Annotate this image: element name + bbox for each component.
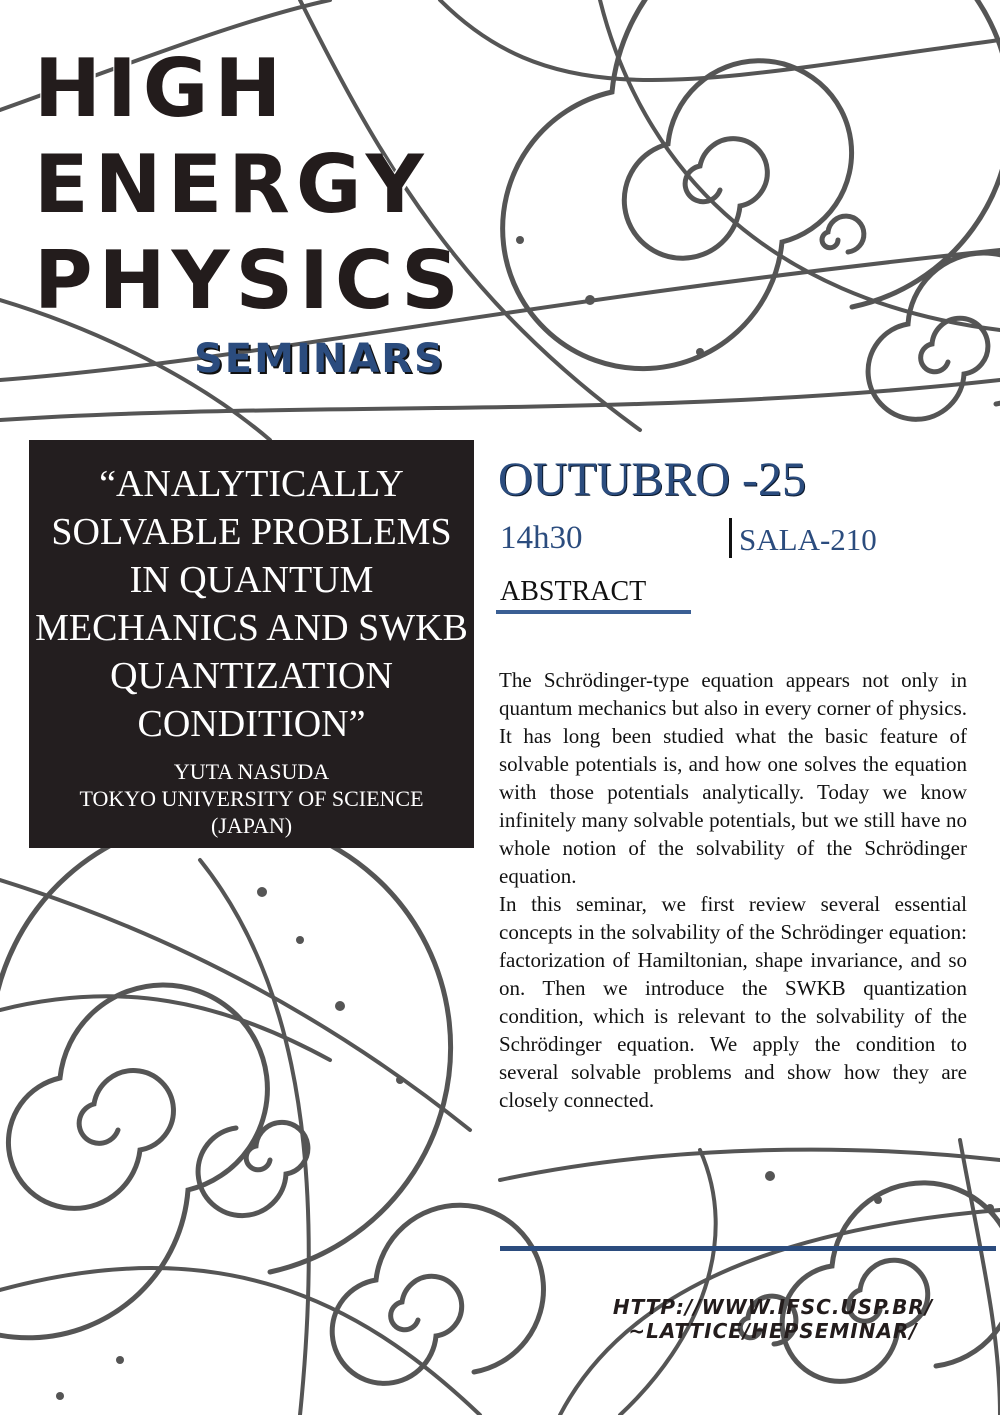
time-room-divider xyxy=(729,518,732,558)
speaker-affiliation: TOKYO UNIVERSITY OF SCIENCE xyxy=(79,786,424,811)
hero-title-line-2: ENERGY xyxy=(34,138,430,231)
event-room: SALA-210 xyxy=(739,522,877,557)
event-time: 14h30 xyxy=(500,520,583,556)
speaker-name: YUTA NASUDA xyxy=(173,759,330,784)
talk-title: “ANALYTICALLY SOLVABLE PROBLEMS IN QUANTUM MECHANICS AND SWKB QUANTIZATION CONDITION” xyxy=(35,463,468,745)
abstract-paragraph-1: The Schrödinger-type equation appears not only in quantum mechanics but also in every corner of physics. It has long been studied what the basic feature of solvable potentials is, and how one solves the equation with those potentials analytically. Today we know infinitely many solvable potentials, but we still have no whole notion of the solvability of the Schrödinger equation. xyxy=(499,668,967,888)
seminar-url-link[interactable] xyxy=(600,1295,946,1343)
event-date: OUTUBRO -25 xyxy=(498,453,806,506)
hero-title-line-1: HIGH xyxy=(34,42,288,135)
abstract-heading: ABSTRACT xyxy=(500,576,647,607)
footer-divider xyxy=(500,1246,996,1251)
seminar-url-line-2[interactable]: ~LATTICE/HEPSEMINAR/ xyxy=(628,1319,918,1343)
hero-title-line-3: PHYSICS xyxy=(34,234,465,327)
abstract-heading-underline xyxy=(496,610,691,614)
hero-subtitle: SEMINARS xyxy=(194,336,445,382)
seminar-url-line-1[interactable]: HTTP://WWW.IFSC.USP.BR/ xyxy=(612,1295,934,1319)
abstract-paragraph-2: In this seminar, we first review several essential concepts in the solvability of the Schrödinger equation: factorization of Hamiltonian, shape invariance, and so on. Then we introduce the SWKB quantization condition, which is relevant to the solvability of the Schrödinger equation. We apply the condition to several solvable problems and show how they are closely connected. xyxy=(499,892,967,1112)
talk-info-panel xyxy=(29,440,474,848)
abstract-body xyxy=(499,666,967,1114)
speaker-country: (JAPAN) xyxy=(210,813,293,838)
